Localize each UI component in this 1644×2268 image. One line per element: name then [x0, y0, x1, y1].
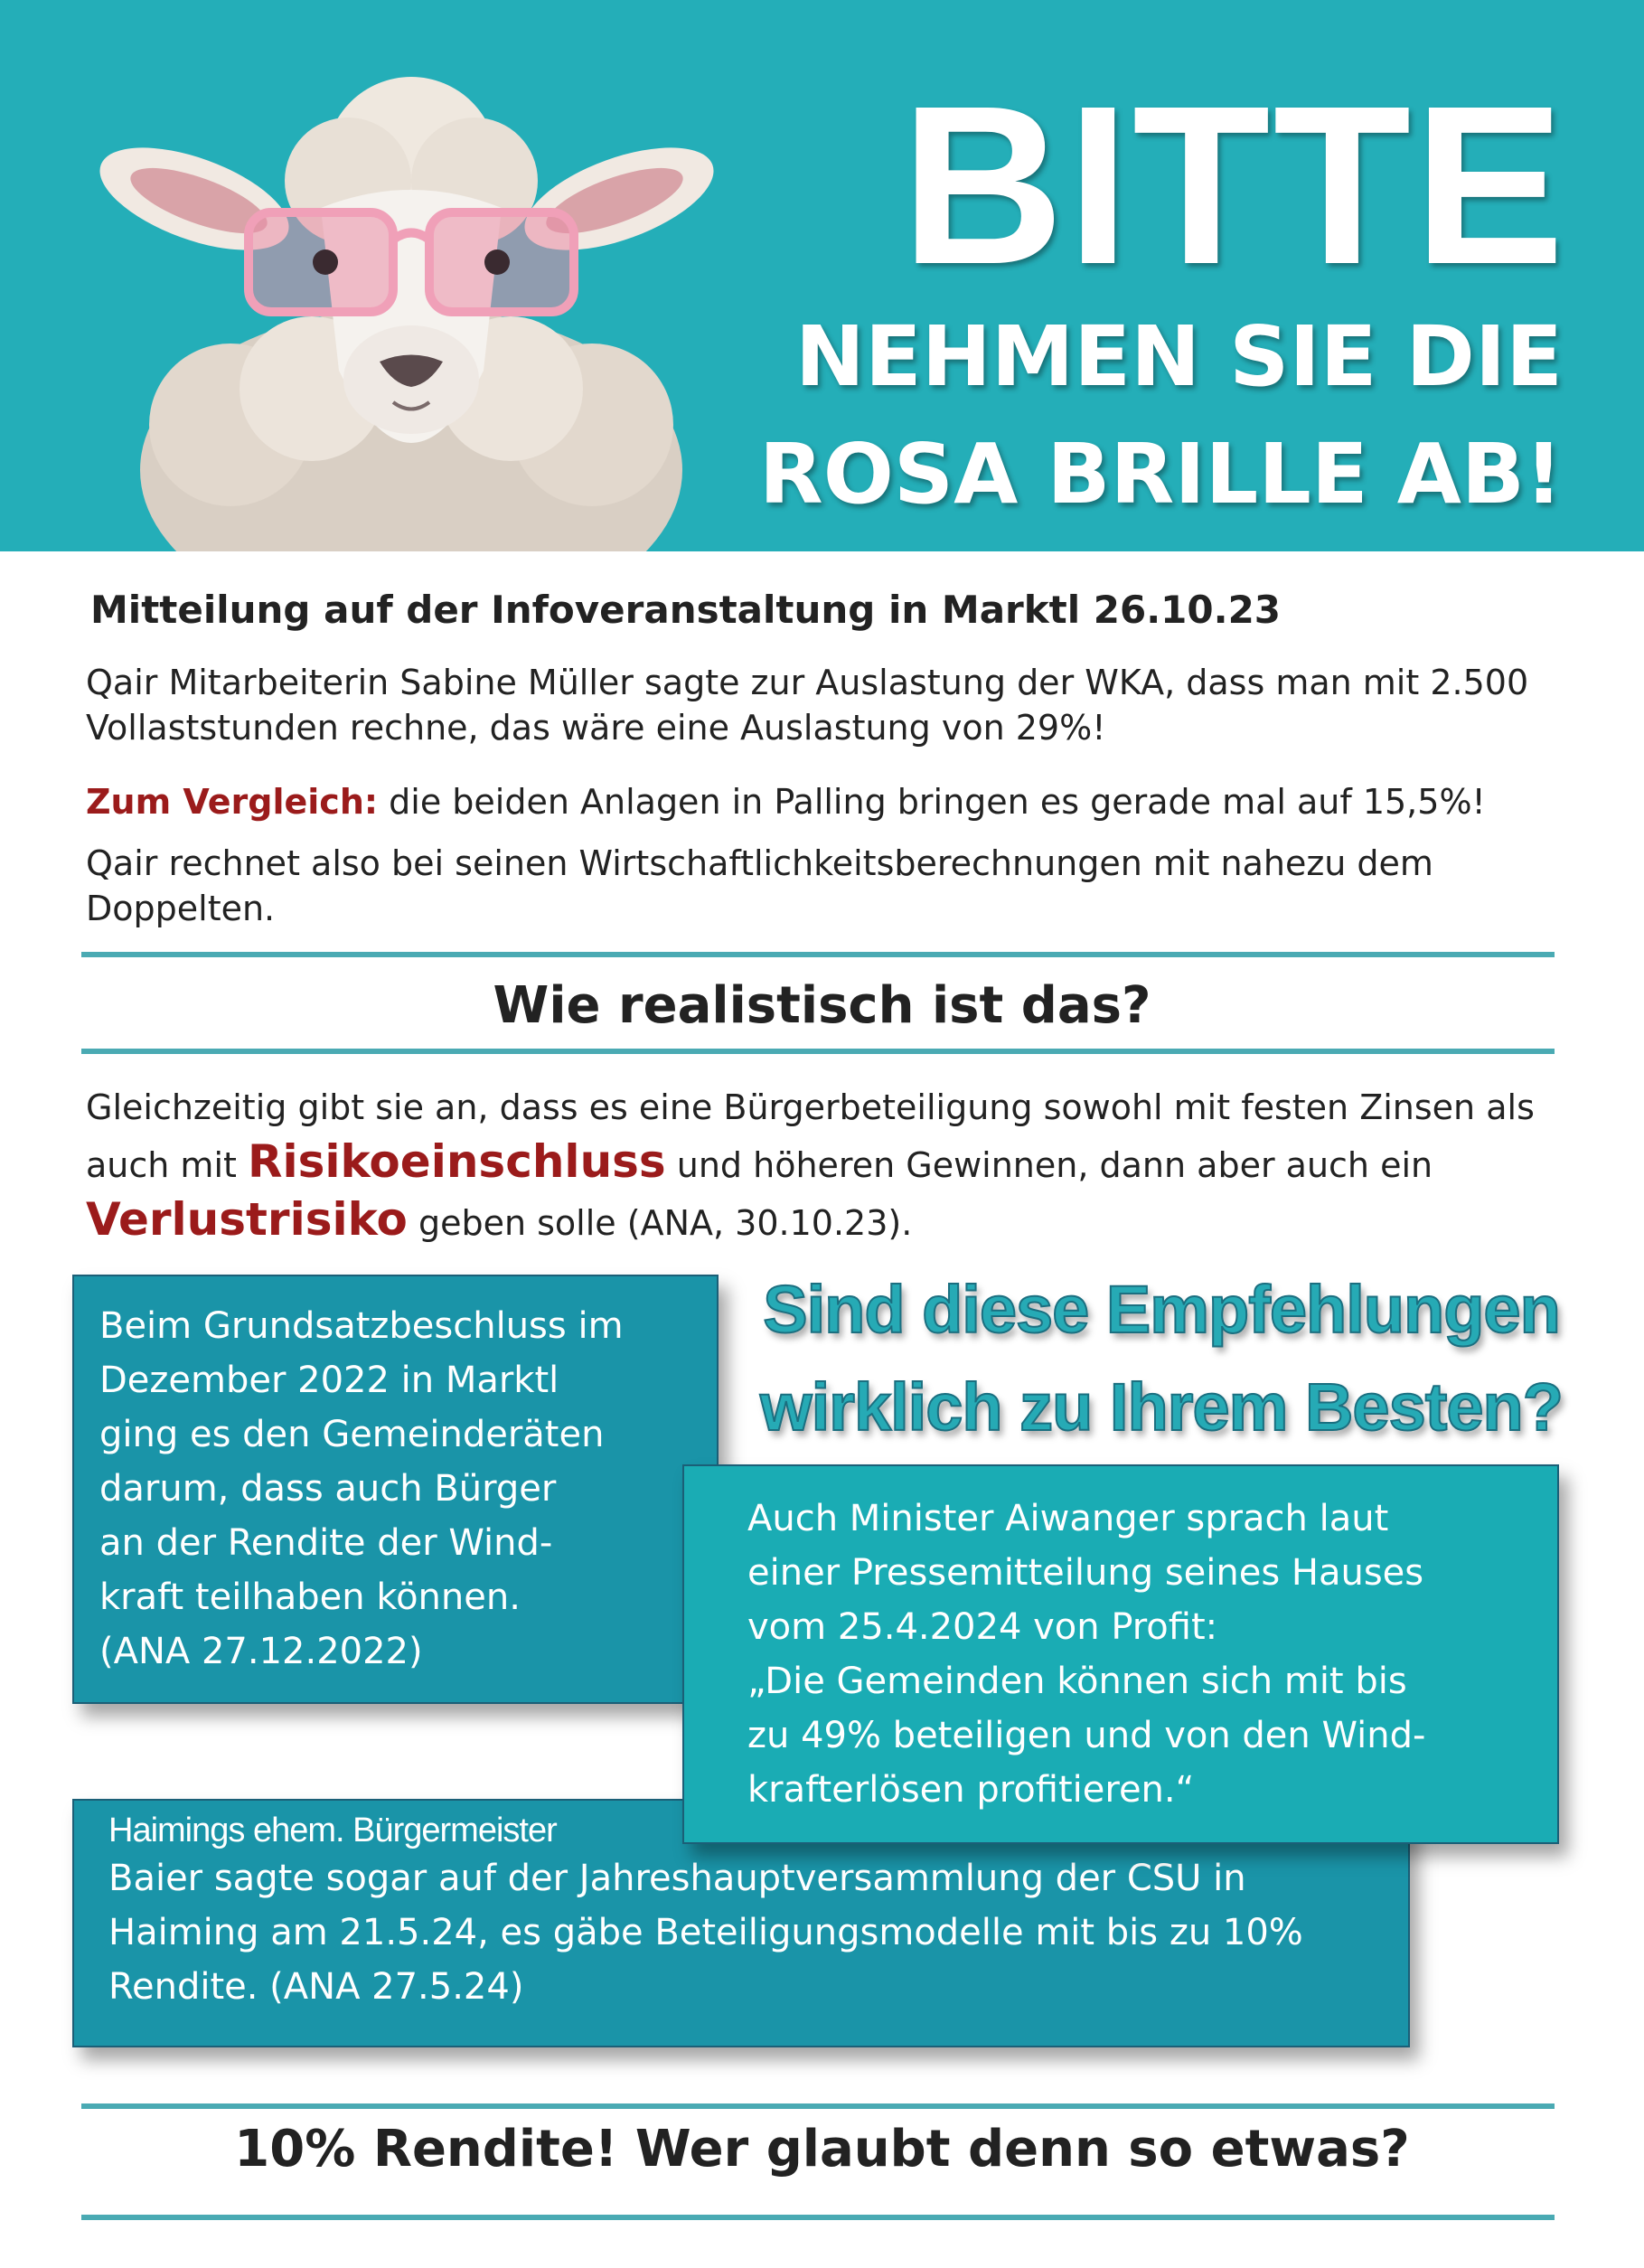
headline-line-1: Sind diese Empfehlungen — [763, 1272, 1560, 1347]
tagline-line-1: NEHMEN SIE DIE — [794, 308, 1563, 405]
question-realistisch: Wie realistisch ist das? — [493, 976, 1151, 1035]
divider-rule — [81, 952, 1555, 957]
divider-rule — [81, 1049, 1555, 1054]
quote-box-grundsatzbeschluss — [72, 1275, 719, 1704]
box-line: Haiming am 21.5.24, es gäbe Beteiligungsmodelle mit bis zu 10% — [108, 1912, 1303, 1953]
text-part-2: und höheren Gewinnen, dann aber auch ein — [665, 1145, 1433, 1185]
box-line: Beim Grundsatzbeschluss im — [99, 1305, 624, 1347]
box-intro: Haimings ehem. Bürgermeister — [108, 1812, 557, 1849]
box-line: „Die Gemeinden können sich mit bis — [747, 1661, 1407, 1702]
headline-line-2: wirklich zu Ihrem Besten? — [760, 1369, 1563, 1445]
headline-tagline — [759, 298, 1563, 533]
box-line: vom 25.4.2024 von Profit: — [747, 1606, 1218, 1648]
text-part-1: Gleichzeitig gibt sie an, dass es eine Bürgerbeteiligung sowohl mit festen Zinsen als auch mit — [86, 1087, 1535, 1185]
box-line: zu 49% beteiligen und von den Wind- — [747, 1715, 1426, 1756]
closing-question: 10% Rendite! Wer glaubt denn so etwas? — [234, 2120, 1410, 2179]
quote-box-aiwanger — [682, 1464, 1559, 1844]
box-line: krafterlösen profitieren.“ — [747, 1769, 1195, 1811]
box-line: ging es den Gemeinderäten — [99, 1414, 605, 1455]
box-line: an der Rendite der Wind- — [99, 1522, 553, 1564]
box-line: Auch Minister Aiwanger sprach laut — [747, 1498, 1389, 1539]
paragraph-vergleich — [86, 779, 1604, 824]
highlight-risikoeinschluss: Risikoeinschluss — [247, 1135, 666, 1188]
vergleich-label: Zum Vergleich: — [86, 782, 379, 822]
headline-empfehlungen — [741, 1261, 1582, 1456]
section-title: Mitteilung auf der Infoveranstaltung in Marktl 26.10.23 — [90, 588, 1282, 632]
box-line: Dezember 2022 in Marktl — [99, 1360, 559, 1401]
divider-rule — [81, 2215, 1555, 2220]
divider-rule — [81, 2103, 1555, 2109]
header-banner — [0, 0, 1644, 551]
paragraph-doppelte: Qair rechnet also bei seinen Wirtschaftlichkeitsberechnungen mit nahezu dem Doppelten. — [86, 843, 1433, 928]
box-line: darum, dass auch Bürger — [99, 1468, 557, 1510]
box-line: Rendite. (ANA 27.5.24) — [108, 1966, 524, 2008]
vergleich-text: die beiden Anlagen in Palling bringen es gerade mal auf 15,5%! — [378, 782, 1486, 822]
box-line: Baier sagte sogar auf der Jahreshauptversammlung der CSU in — [108, 1858, 1246, 1899]
box-line: kraft teilhaben können. — [99, 1576, 521, 1618]
highlight-verlustrisiko: Verlustrisiko — [86, 1193, 408, 1246]
tagline-line-2: ROSA BRILLE AB! — [758, 426, 1563, 522]
text-part-3: geben solle (ANA, 30.10.23). — [407, 1203, 913, 1243]
paragraph-buergerbeteiligung — [86, 1080, 1604, 1250]
paragraph-auslastung: Qair Mitarbeiterin Sabine Müller sagte zur Auslastung der WKA, dass man mit 2.500 Vollaststunden rechne, das wäre eine Auslastung von 29%! — [86, 663, 1529, 748]
headline-bitte: BITTE — [900, 59, 1567, 311]
box-line: (ANA 27.12.2022) — [99, 1631, 423, 1672]
sheep-with-pink-glasses-image — [86, 45, 737, 551]
box-line: einer Pressemitteilung seines Hauses — [747, 1552, 1424, 1594]
